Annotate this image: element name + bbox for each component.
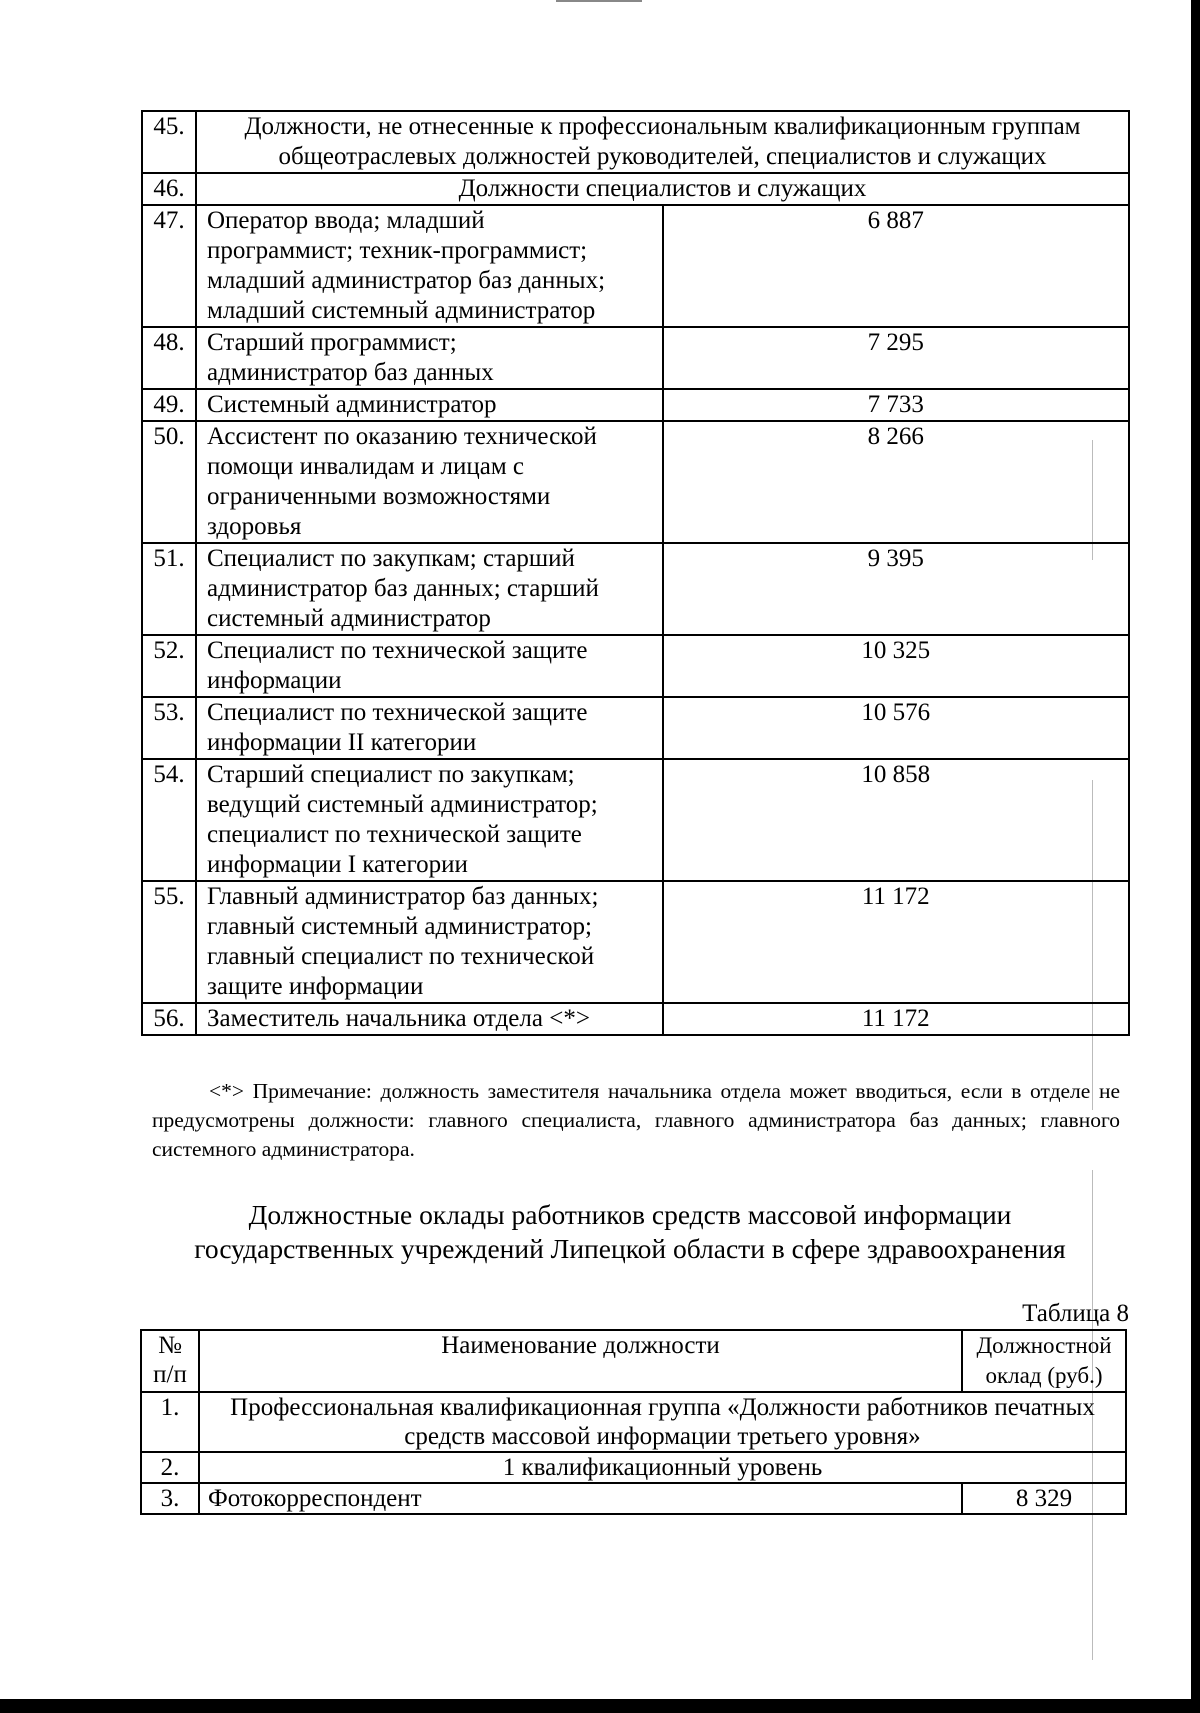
table-row bbox=[142, 759, 1129, 881]
salary-value: 11 172 bbox=[663, 1003, 1130, 1035]
position-name-line: Специалист по технической защите bbox=[207, 699, 588, 726]
group-title bbox=[199, 1392, 1126, 1452]
position-name-line: ограниченными возможностями bbox=[207, 483, 551, 510]
header-position-name: Наименование должности bbox=[199, 1330, 962, 1392]
position-name-line: системный администратор bbox=[207, 605, 491, 632]
position-name-line: специалист по технической защите bbox=[207, 821, 582, 848]
section-heading bbox=[150, 1198, 1110, 1266]
group-title-line: Профессиональная квалификационная группа «Должности работников печатных bbox=[230, 1394, 1095, 1421]
header-salary-line: Должностной bbox=[976, 1333, 1112, 1358]
position-name-line: Старший специалист по закупкам; bbox=[207, 761, 575, 788]
table-row bbox=[141, 1452, 1126, 1483]
position-name-line: Главный администратор баз данных; bbox=[207, 883, 599, 910]
salary-value: 10 576 bbox=[663, 697, 1130, 759]
position-name-line: информации I категории bbox=[207, 851, 468, 878]
position-name-line: младший администратор баз данных; bbox=[207, 267, 606, 294]
position-name-line: помощи инвалидам и лицам с bbox=[207, 453, 525, 480]
heading-line: Должностные оклады работников средств массовой информации bbox=[248, 1199, 1012, 1230]
position-name bbox=[196, 1003, 663, 1035]
row-number: 1. bbox=[141, 1392, 199, 1452]
salary-value: 7 733 bbox=[663, 389, 1130, 421]
position-name bbox=[196, 205, 663, 327]
salary-value: 8 329 bbox=[962, 1483, 1126, 1514]
position-name-line: ведущий системный администратор; bbox=[207, 791, 598, 818]
header-num-line: п/п bbox=[153, 1361, 187, 1388]
position-name-line: администратор баз данных bbox=[207, 359, 494, 386]
table-row bbox=[142, 635, 1129, 697]
group-title-line: средств массовой информации третьего уровня» bbox=[404, 1423, 921, 1450]
row-number: 50. bbox=[142, 421, 196, 543]
position-name-line: главный системный администратор; bbox=[207, 913, 592, 940]
salary-value: 6 887 bbox=[663, 205, 1130, 327]
salary-value: 8 266 bbox=[663, 421, 1130, 543]
position-name bbox=[196, 421, 663, 543]
position-name-line: информации II категории bbox=[207, 729, 477, 756]
header-num bbox=[141, 1330, 199, 1392]
position-name-line: Системный администратор bbox=[207, 391, 497, 418]
header-salary-line: оклад (руб.) bbox=[985, 1363, 1103, 1388]
salary-value: 10 325 bbox=[663, 635, 1130, 697]
table-row bbox=[142, 1003, 1129, 1035]
row-number: 54. bbox=[142, 759, 196, 881]
group-title-line: Должности, не отнесенные к профессиональным квалификационным группам bbox=[244, 113, 1081, 140]
row-number: 49. bbox=[142, 389, 196, 421]
row-number: 2. bbox=[141, 1452, 199, 1483]
position-name bbox=[196, 635, 663, 697]
table-row bbox=[142, 389, 1129, 421]
position-name-line: Специалист по закупкам; старший bbox=[207, 545, 575, 572]
salary-value: 7 295 bbox=[663, 327, 1130, 389]
row-number: 52. bbox=[142, 635, 196, 697]
position-name-line: Оператор ввода; младший bbox=[207, 207, 485, 234]
table-row bbox=[142, 205, 1129, 327]
position-name bbox=[196, 881, 663, 1003]
scan-border-bottom bbox=[0, 1699, 1200, 1713]
position-name-line: Старший программист; bbox=[207, 329, 457, 356]
position-name-line: Специалист по технической защите bbox=[207, 637, 588, 664]
header-salary bbox=[962, 1330, 1126, 1392]
position-name bbox=[196, 697, 663, 759]
table-row bbox=[141, 1483, 1126, 1514]
position-name-line: младший системный администратор bbox=[207, 297, 596, 324]
scan-artifact-top bbox=[556, 0, 642, 2]
position-name-line: информации bbox=[207, 667, 342, 694]
position-name-line: главный специалист по технической bbox=[207, 943, 595, 970]
table-caption: Таблица 8 bbox=[1022, 1300, 1129, 1327]
table-row bbox=[141, 1392, 1126, 1452]
table-row bbox=[142, 173, 1129, 205]
position-name-line: здоровья bbox=[207, 513, 302, 540]
scan-border-right bbox=[1191, 0, 1200, 1713]
row-number: 56. bbox=[142, 1003, 196, 1035]
salary-value: 11 172 bbox=[663, 881, 1130, 1003]
table-header-row bbox=[141, 1330, 1126, 1392]
salary-value: 9 395 bbox=[663, 543, 1130, 635]
group-title-line: общеотраслевых должностей руководителей, специалистов и служащих bbox=[278, 143, 1047, 170]
table-row bbox=[142, 543, 1129, 635]
row-number: 51. bbox=[142, 543, 196, 635]
position-name bbox=[196, 759, 663, 881]
table-row bbox=[142, 881, 1129, 1003]
row-number: 45. bbox=[142, 111, 196, 173]
row-number: 48. bbox=[142, 327, 196, 389]
media-positions-table bbox=[140, 1329, 1127, 1515]
row-number: 47. bbox=[142, 205, 196, 327]
row-number: 53. bbox=[142, 697, 196, 759]
group-title: Должности специалистов и служащих bbox=[196, 173, 1129, 205]
position-name bbox=[196, 543, 663, 635]
position-name-line: программист; техник-программист; bbox=[207, 237, 588, 264]
position-name bbox=[196, 389, 663, 421]
position-name bbox=[196, 327, 663, 389]
table-row bbox=[142, 327, 1129, 389]
table-row bbox=[142, 421, 1129, 543]
position-name-line: Заместитель начальника отдела <*> bbox=[207, 1005, 590, 1032]
row-number: 55. bbox=[142, 881, 196, 1003]
table-row bbox=[142, 111, 1129, 173]
position-name: Фотокорреспондент bbox=[199, 1483, 962, 1514]
position-name-line: администратор баз данных; старший bbox=[207, 575, 599, 602]
group-title: 1 квалификационный уровень bbox=[199, 1452, 1126, 1483]
footnote: <*> Примечание: должность заместителя начальника отдела может вводиться, если в отделе не предусмотрены должности: главного специалиста, главного администратора баз данных; главного системного администратора. bbox=[152, 1079, 1120, 1161]
table-row bbox=[142, 697, 1129, 759]
salary-value: 10 858 bbox=[663, 759, 1130, 881]
position-name-line: Ассистент по оказанию технической bbox=[207, 423, 597, 450]
row-number: 3. bbox=[141, 1483, 199, 1514]
header-num-line: № bbox=[158, 1332, 182, 1359]
positions-table bbox=[141, 110, 1130, 1036]
row-number: 46. bbox=[142, 173, 196, 205]
heading-line: государственных учреждений Липецкой области в сфере здравоохранения bbox=[194, 1233, 1066, 1264]
position-name-line: защите информации bbox=[207, 973, 424, 1000]
group-title bbox=[196, 111, 1129, 173]
